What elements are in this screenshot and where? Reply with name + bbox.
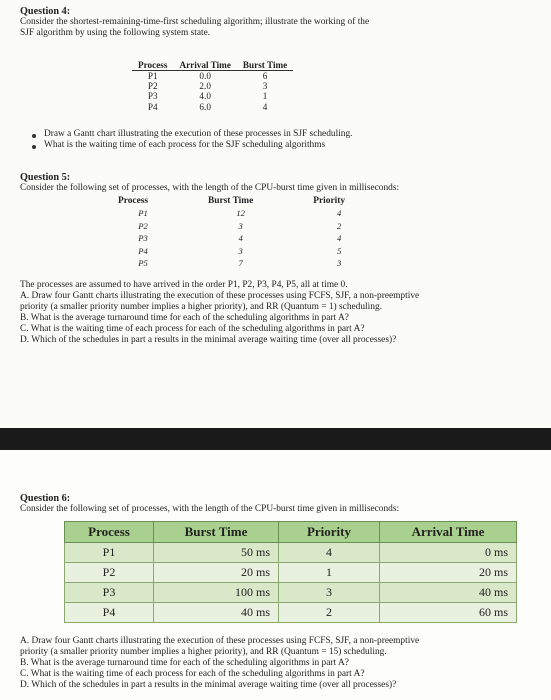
table-row [132,91,293,101]
cell: 20 ms [380,563,517,583]
q6-b: B. What is the average turnaround time for each of the scheduling algorithms in part A? [20,658,349,668]
q6-header: Burst Time [154,522,279,543]
q6-title: Question 6: [20,493,71,504]
q6-header: Priority [279,522,380,543]
cell: 1 [262,91,268,102]
cell: 0.0 [199,71,211,81]
q5-header: Burst Time [208,196,254,206]
cell: P2 [147,81,158,92]
q6-c: C. What is the waiting time of each process for each of the scheduling algorithms in part A? [20,669,365,679]
q5-header: Priority [313,196,346,206]
q6-header: Arrival Time [380,522,517,543]
cell: 1 [279,563,380,583]
cell: P1 [138,208,148,218]
q6-line1: Consider the following set of processes, with the length of the CPU-burst time given in milliseconds: [20,504,400,514]
cell: 3 [238,220,243,231]
cell: 7 [238,258,243,269]
bullet-icon [32,134,36,138]
cell: 4 [279,543,380,563]
table-row [98,257,385,270]
cell: 100 ms [154,583,279,603]
table-row [65,543,517,563]
cell: 12 [236,208,245,218]
table-row [132,81,293,91]
q4-title: Question 4: [20,6,71,17]
q6-a1: A. Draw four Gantt charts illustrating the execution of these processes using FCFS, SJF, a non-preemptive [20,636,420,646]
table-row [132,102,293,112]
cell: 60 ms [380,603,517,623]
table-row [98,245,385,258]
cell: P3 [65,583,154,603]
table-row [98,220,385,233]
cell: 3 [337,258,342,269]
q6-d: D. Which of the schedules in part a results in the minimal average waiting time (over all processes)? [20,680,397,690]
q5-table [98,196,385,270]
cell: 40 ms [380,583,517,603]
q5-c: C. What is the waiting time of each process for each of the scheduling algorithms in part A? [20,324,365,334]
cell: P1 [65,543,154,563]
cell: 4 [262,101,268,112]
cell: P3 [138,233,148,244]
bullet-icon [32,145,36,149]
table-row [65,563,517,583]
q4-table [132,60,293,112]
table-row [98,232,385,245]
q4-header: Burst Time [237,60,293,71]
q5-a1: A. Draw four Gantt charts illustrating the execution of these processes using FCFS, SJF, a non-preemptive [20,291,420,301]
cell: 4.0 [199,91,211,102]
q6-a2: priority (a smaller priority number implies a higher priority), and RR (Quantum = 15) scheduling. [20,647,387,657]
cell: P4 [147,101,158,112]
q4-header: Process [132,60,173,71]
cell: P1 [147,71,158,81]
q4-line1: Consider the shortest-remaining-time-first scheduling algorithm; illustrate the working of the [20,17,370,27]
cell: 50 ms [154,543,279,563]
table-row [65,583,517,603]
table-row [132,71,293,82]
cell: P2 [138,220,148,231]
cell: 4 [238,233,243,244]
q5-title: Question 5: [20,172,71,183]
cell: 5 [337,245,342,256]
cell: P4 [65,603,154,623]
q4-bullet2: What is the waiting time of each process for the SJF scheduling algorithms [44,140,326,150]
cell: 6 [262,71,268,81]
q4-bullet1: Draw a Gantt chart illustrating the execution of these processes in SJF scheduling. [44,129,353,139]
cell: 3 [262,81,268,92]
divider-band [0,428,551,450]
q6-table [64,521,517,623]
table-row [98,207,385,220]
cell: 4 [337,233,342,244]
cell: 2 [337,220,342,231]
q5-line1: Consider the following set of processes, with the length of the CPU-burst time given in milliseconds: [20,183,400,193]
cell: 6.0 [199,101,211,112]
cell: P5 [138,258,148,269]
q5-b: B. What is the average turnaround time for each of the scheduling algorithms in part A? [20,313,349,323]
cell: 2.0 [199,81,211,92]
cell: 40 ms [154,603,279,623]
cell: P3 [147,91,158,102]
q4-line2: SJF algorithm by using the following system state. [20,28,211,38]
q4-header: Arrival Time [173,60,236,71]
q5-header: Process [118,196,149,206]
q5-d: D. Which of the schedules in part a results in the minimal average waiting time (over all processes)? [20,335,397,345]
cell: 20 ms [154,563,279,583]
q6-header: Process [65,522,154,543]
cell: 0 ms [380,543,517,563]
q5-a2: priority (a smaller priority number implies a higher priority), and RR (Quantum = 1) scheduling. [20,302,382,312]
cell: 3 [279,583,380,603]
table-row [65,603,517,623]
cell: 2 [279,603,380,623]
q5-p1: The processes are assumed to have arrived in the order P1, P2, P3, P4, P5, all at time 0. [20,280,348,290]
cell: 4 [337,208,342,218]
cell: P2 [65,563,154,583]
cell: 3 [238,245,243,256]
cell: P4 [138,245,148,256]
